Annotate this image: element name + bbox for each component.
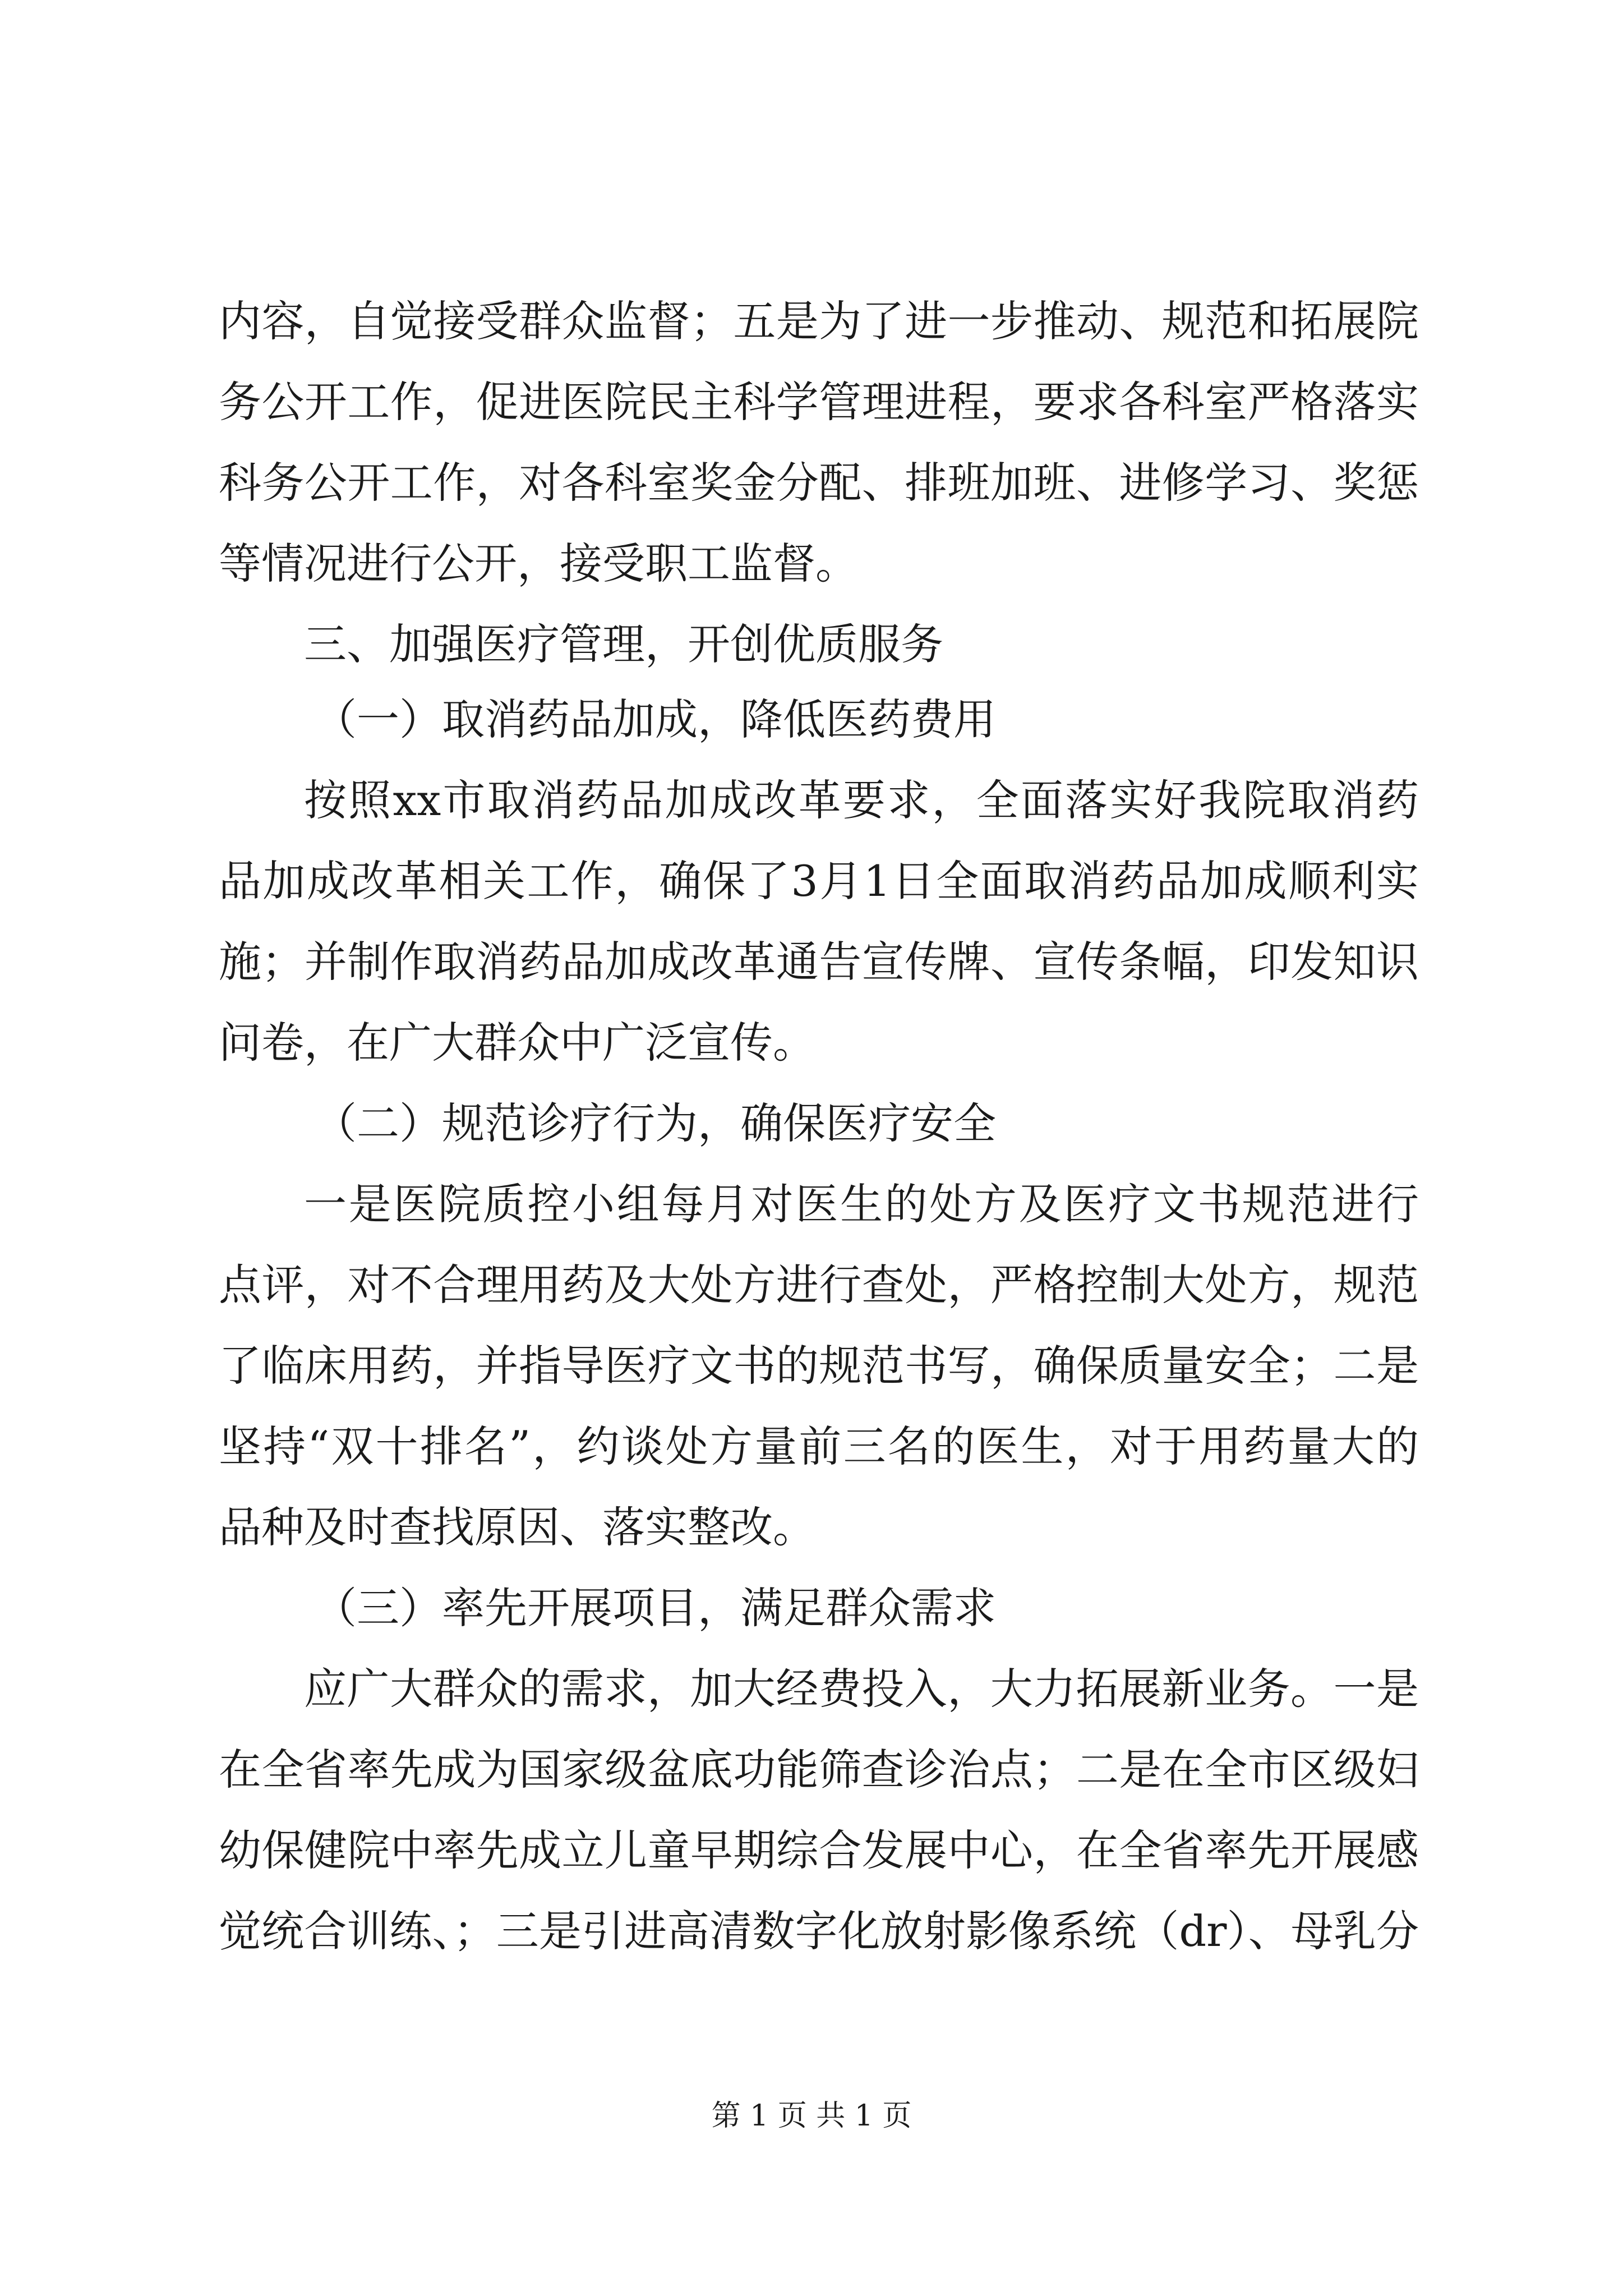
body-line: 科务公开工作，对各科室奖金分配、排班加班、进修学习、奖惩	[219, 458, 1419, 508]
body-line: 品加成改革相关工作，确保了3月1日全面取消药品加成顺利实	[219, 856, 1419, 906]
body-line: 内容，自觉接受群众监督；五是为了进一步推动、规范和拓展院	[219, 296, 1419, 346]
body-line: 按照xx市取消药品加成改革要求，全面落实好我院取消药	[304, 775, 1419, 825]
subsection-heading: （二）规范诊疗行为，确保医疗安全	[314, 1098, 996, 1148]
section-heading: 三、加强医疗管理，开创优质服务	[304, 619, 943, 669]
body-line: 务公开工作，促进医院民主科学管理进程，要求各科室严格落实	[219, 377, 1419, 427]
body-line: 施；并制作取消药品加成改革通告宣传牌、宣传条幅，印发知识	[219, 937, 1419, 987]
body-line: 坚持“双十排名”，约谈处方量前三名的医生，对于用药量大的	[219, 1421, 1419, 1471]
body-line: 一是医院质控小组每月对医生的处方及医疗文书规范进行	[304, 1179, 1419, 1229]
body-line: 觉统合训练、；三是引进高清数字化放射影像系统（dr）、母乳分	[219, 1906, 1419, 1956]
body-line: 了临床用药，并指导医疗文书的规范书写，确保质量安全；二是	[219, 1341, 1419, 1391]
page-number-label: 第 1 页 共 1 页	[711, 2099, 912, 2133]
body-line: 问卷，在广大群众中广泛宣传。	[219, 1018, 815, 1068]
subsection-heading: （三）率先开展项目，满足群众需求	[314, 1583, 996, 1633]
body-line: 应广大群众的需求，加大经费投入，大力拓展新业务。一是	[304, 1664, 1419, 1714]
body-line: 等情况进行公开，接受职工监督。	[219, 539, 858, 588]
body-line: 点评，对不合理用药及大处方进行查处，严格控制大处方，规范	[219, 1260, 1419, 1310]
body-line: 幼保健院中率先成立儿童早期综合发展中心，在全省率先开展感	[219, 1825, 1419, 1875]
body-line: 品种及时查找原因、落实整改。	[219, 1502, 815, 1552]
page-footer	[0, 2099, 1623, 2133]
body-line: 在全省率先成为国家级盆底功能筛查诊治点；二是在全市区级妇	[219, 1745, 1419, 1795]
subsection-heading: （一）取消药品加成，降低医药费用	[314, 694, 996, 744]
